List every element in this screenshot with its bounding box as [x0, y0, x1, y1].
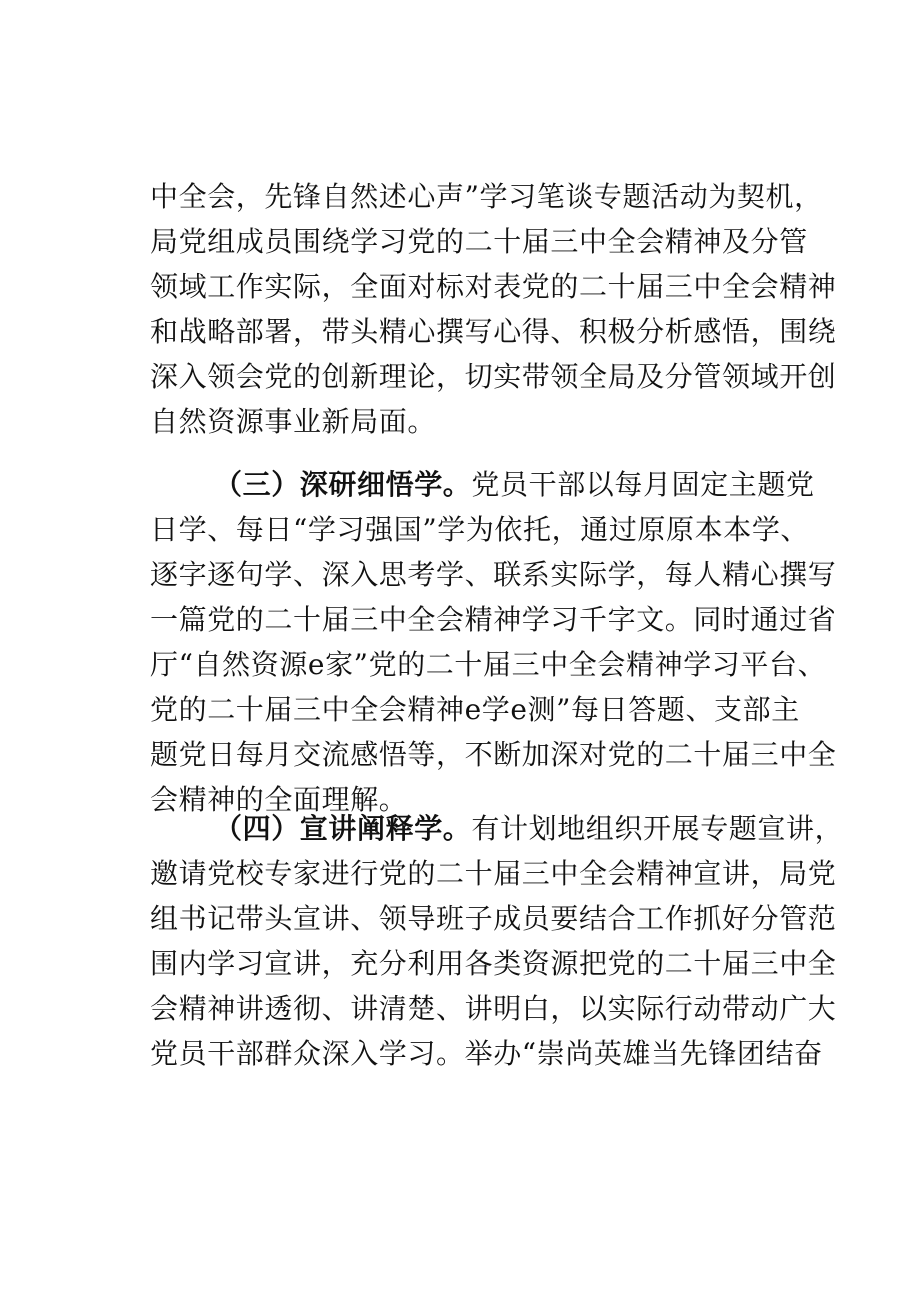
text-line: 自然资源事业新局面。 — [150, 405, 437, 438]
section-heading: （四）宣讲阐释学。 — [214, 812, 472, 845]
text-line: 厅“自然资源e家”党的二十届三中全会精神学习平台、 — [150, 648, 827, 681]
paragraph-section-three — [150, 462, 837, 822]
text-line: 局党组成员围绕学习党的二十届三中全会精神及分管 — [150, 225, 808, 258]
text-line: 组书记带头宣讲、领导班子成员要结合工作抓好分管范 — [150, 902, 837, 935]
text-line: 中全会，先锋自然述心声”学习笔谈专题活动为契机， — [150, 180, 823, 213]
paragraph-first-line — [150, 462, 815, 507]
text-line: 会精神的全面理解。 — [150, 783, 408, 816]
paragraph-section-four — [150, 806, 844, 1076]
paragraph-first-line — [150, 806, 844, 851]
section-heading: （三）深研细悟学。 — [214, 468, 472, 501]
text-line: 深入领会党的创新理论，切实带领全局及分管领域开创 — [150, 360, 837, 393]
paragraph-continuation — [150, 174, 837, 444]
text-line: 领域工作实际，全面对标对表党的二十届三中全会精神 — [150, 270, 837, 303]
text-line: 题党日每月交流感悟等，不断加深对党的二十届三中全 — [150, 738, 837, 771]
text-line: 逐字逐句学、深入思考学、联系实际学，每人精心撰写 — [150, 558, 837, 591]
text-line: 围内学习宣讲，充分利用各类资源把党的二十届三中全 — [150, 947, 837, 980]
text-line: 党员干部群众深入学习。举办“崇尚英雄当先锋团结奋 — [150, 1037, 823, 1070]
text-run: 党员干部以每月固定主题党 — [471, 468, 815, 501]
text-line: 会精神讲透彻、讲清楚、讲明白，以实际行动带动广大 — [150, 992, 837, 1025]
text-line: 一篇党的二十届三中全会精神学习千字文。同时通过省 — [150, 603, 837, 636]
text-run: 有计划地组织开展专题宣讲， — [471, 812, 844, 845]
text-line: 日学、每日“学习强国”学为依托，通过原原本本学、 — [150, 513, 810, 546]
text-line: 邀请党校专家进行党的二十届三中全会精神宣讲，局党 — [150, 857, 837, 890]
text-line: 和战略部署，带头精心撰写心得、积极分析感悟，围绕 — [150, 315, 837, 348]
text-line: 党的二十届三中全会精神e学e测”每日答题、支部主 — [150, 693, 800, 726]
